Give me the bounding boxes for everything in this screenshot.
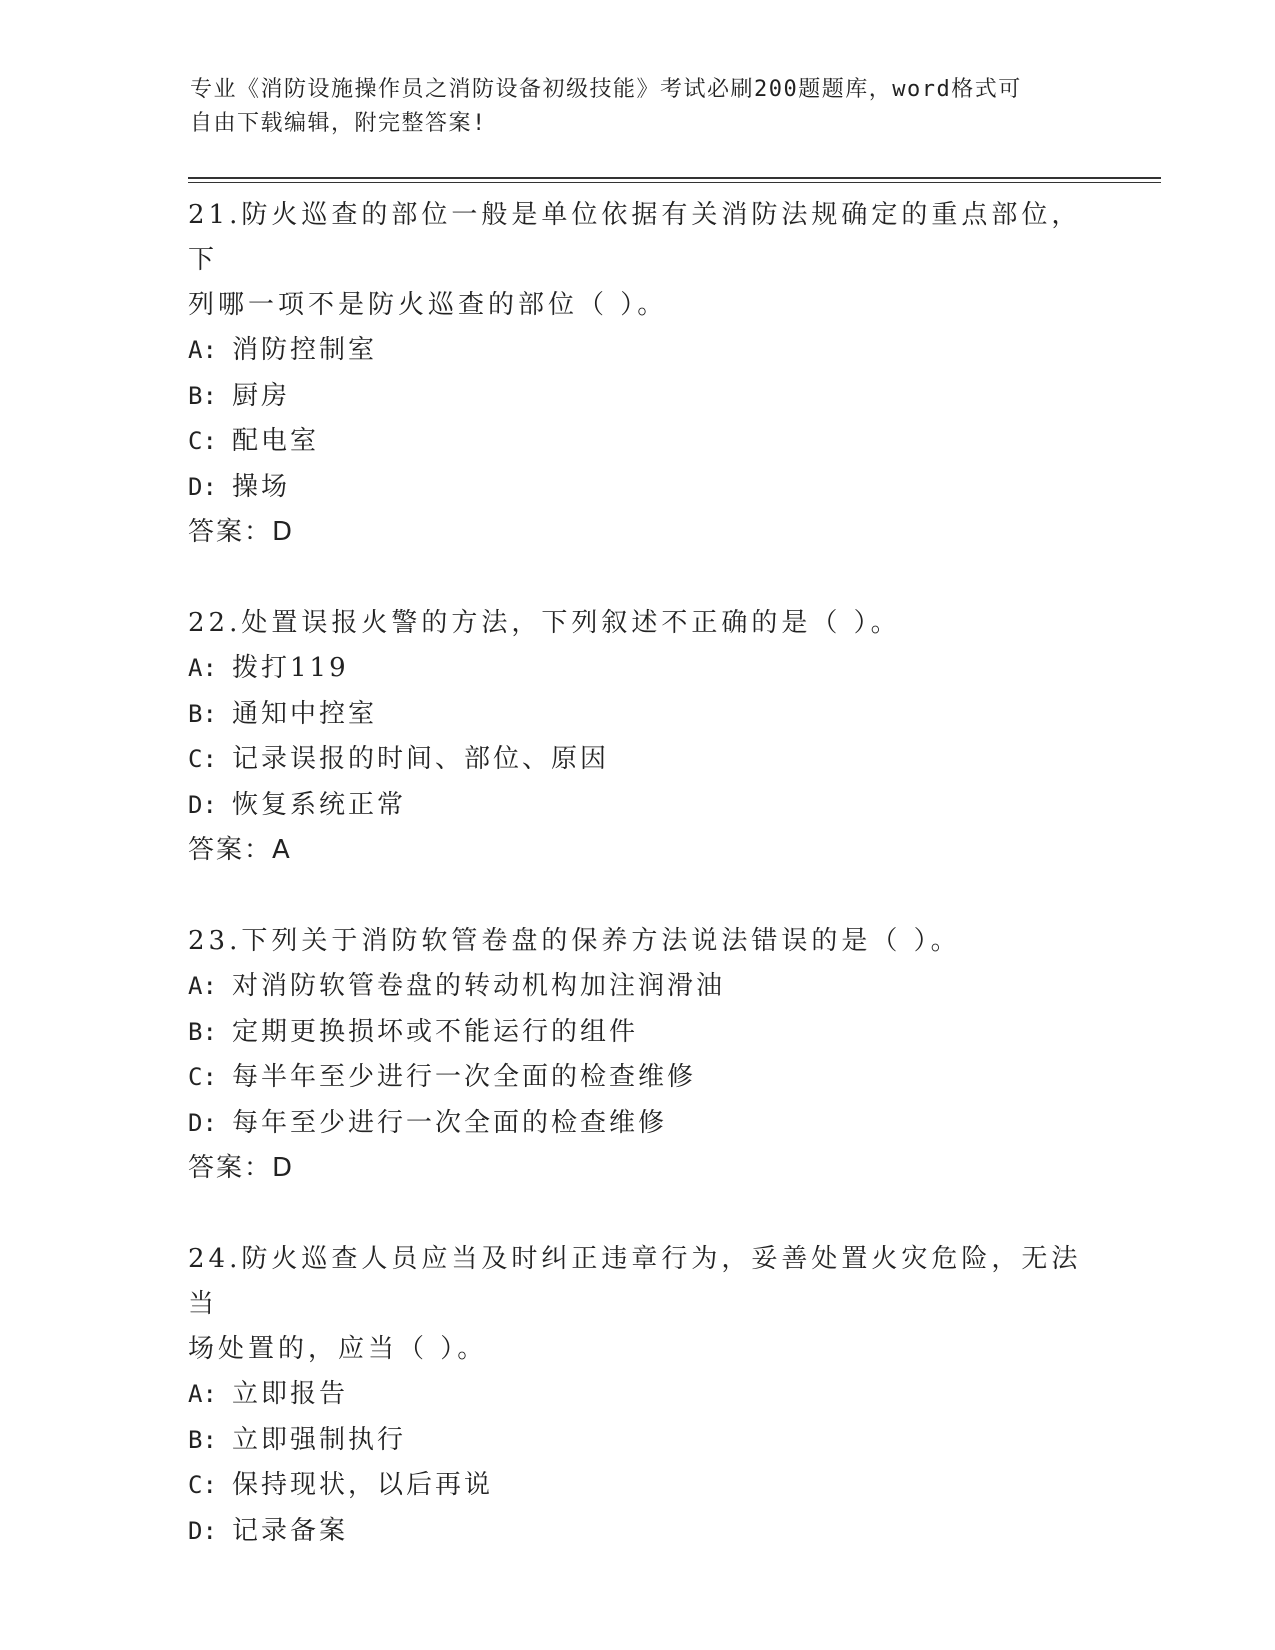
option-text: 保持现状，以后再说 — [232, 1470, 494, 1500]
option-letter: D: — [188, 1108, 217, 1137]
question-23 — [188, 919, 1088, 1191]
question-21 — [188, 193, 1088, 555]
option-b — [188, 692, 1088, 738]
option-c — [188, 1055, 1088, 1101]
option-letter: D: — [188, 790, 217, 819]
option-letter: C: — [188, 1063, 217, 1091]
option-letter: A: — [188, 972, 217, 1000]
option-letter: C: — [188, 745, 217, 773]
option-letter: B: — [188, 1425, 217, 1454]
option-letter: C: — [188, 427, 217, 455]
question-stem-line-2: 场处置的，应当（ ）。 — [188, 1334, 488, 1364]
option-c — [188, 1463, 1088, 1509]
option-letter: B: — [188, 699, 217, 728]
option-text: 定期更换损坏或不能运行的组件 — [232, 1016, 639, 1047]
header-divider-thin — [188, 182, 1161, 183]
option-letter: D: — [188, 472, 217, 501]
option-text: 每半年至少进行一次全面的检查维修 — [232, 1062, 697, 1092]
option-letter: A: — [188, 1380, 217, 1408]
question-stem-line-1: 22.处置误报火警的方法，下列叙述不正确的是（ ）。 — [188, 608, 901, 638]
option-text: 恢复系统正常 — [232, 789, 407, 820]
option-text: 消防控制室 — [232, 335, 378, 365]
option-letter: B: — [188, 381, 217, 410]
option-a — [188, 646, 1088, 692]
option-letter: A: — [188, 654, 217, 682]
option-text: 操场 — [232, 471, 291, 502]
option-text: 对消防软管卷盘的转动机构加注润滑油 — [232, 971, 726, 1001]
answer: 答案：D — [188, 517, 295, 547]
question-stem-line-1: 23.下列关于消防软管卷盘的保养方法说法错误的是（ ）。 — [188, 926, 961, 956]
question-stem-line-1: 21.防火巡查的部位一般是单位依据有关消防法规确定的重点部位，下 — [188, 200, 1082, 275]
option-b — [188, 1418, 1088, 1464]
option-c — [188, 737, 1088, 783]
option-d — [188, 1101, 1088, 1147]
option-text: 拨打119 — [232, 653, 349, 683]
question-stem-line-1: 24.防火巡查人员应当及时纠正违章行为，妥善处置火灾危险，无法当 — [188, 1244, 1082, 1319]
option-letter: D: — [188, 1516, 217, 1545]
option-b — [188, 374, 1088, 420]
option-text: 通知中控室 — [232, 698, 378, 729]
option-d — [188, 465, 1088, 511]
option-text: 每年至少进行一次全面的检查维修 — [232, 1107, 668, 1138]
option-a — [188, 328, 1088, 374]
option-text: 记录备案 — [232, 1515, 349, 1546]
document-header — [190, 73, 1090, 141]
question-list — [188, 193, 1088, 1600]
answer: 答案：A — [188, 835, 292, 865]
option-letter: C: — [188, 1471, 217, 1499]
option-d — [188, 783, 1088, 829]
option-text: 立即报告 — [232, 1379, 349, 1409]
option-c — [188, 419, 1088, 465]
option-a — [188, 1372, 1088, 1418]
option-text: 配电室 — [232, 426, 320, 456]
option-letter: B: — [188, 1017, 217, 1046]
header-line-1: 专业《消防设施操作员之消防设备初级技能》考试必刷200题题库，word格式可 — [190, 77, 1022, 102]
option-text: 厨房 — [232, 380, 291, 411]
option-text: 立即强制执行 — [232, 1424, 407, 1455]
question-24 — [188, 1237, 1088, 1554]
header-divider-thick — [188, 177, 1161, 179]
option-d — [188, 1509, 1088, 1555]
question-stem-line-2: 列哪一项不是防火巡查的部位（ ）。 — [188, 290, 668, 320]
option-text: 记录误报的时间、部位、原因 — [232, 744, 610, 774]
header-line-2: 自由下载编辑，附完整答案! — [190, 111, 487, 136]
option-b — [188, 1010, 1088, 1056]
question-22 — [188, 601, 1088, 873]
option-letter: A: — [188, 336, 217, 364]
answer: 答案：D — [188, 1153, 295, 1183]
option-a — [188, 964, 1088, 1010]
